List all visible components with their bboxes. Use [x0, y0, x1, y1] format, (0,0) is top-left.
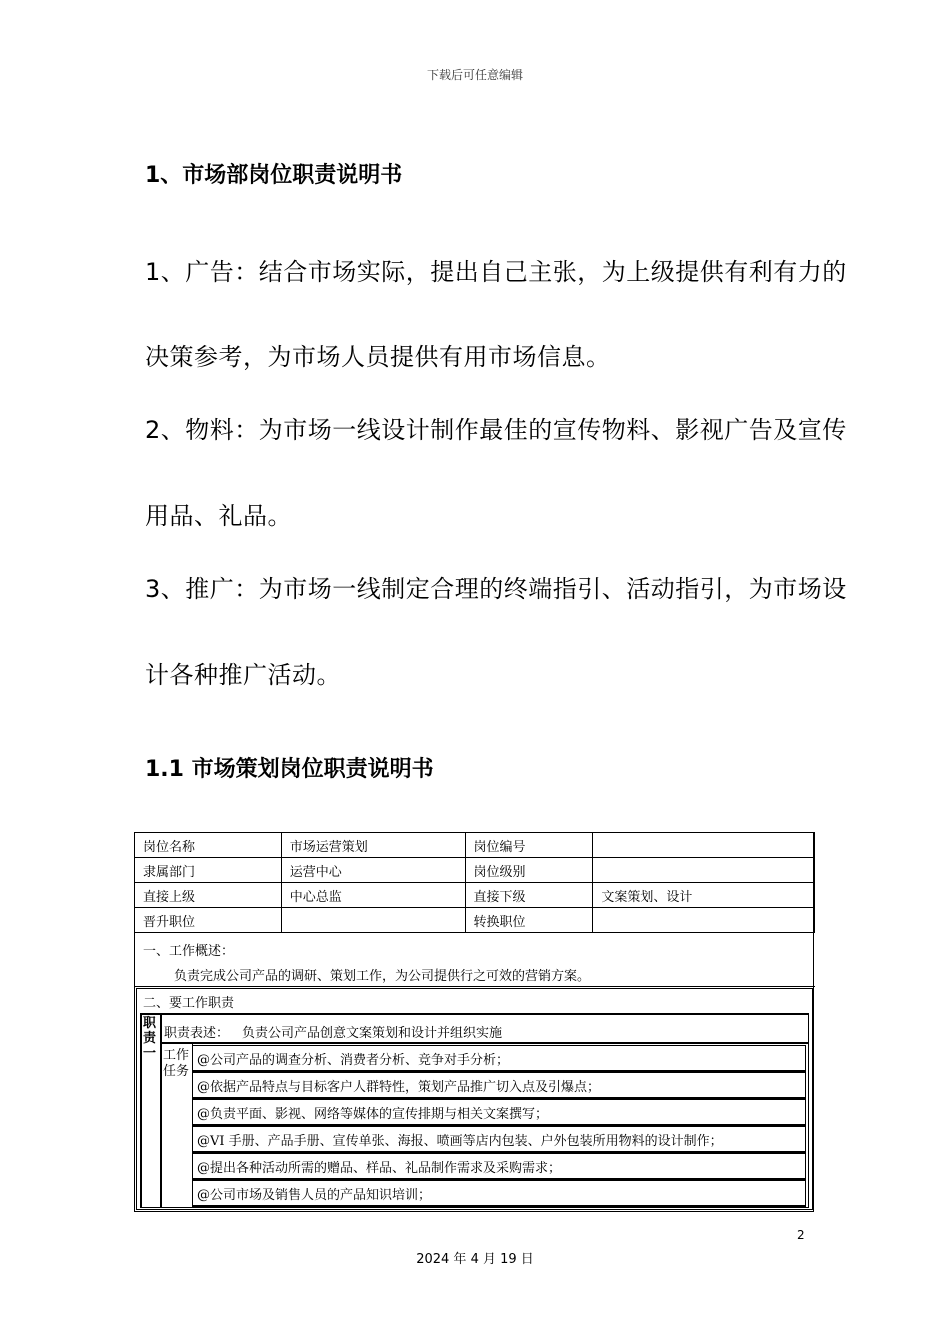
- paragraph-1-line-1: 1、广告：结合市场实际，提出自己主张，为上级提供有利有力的: [145, 258, 847, 286]
- duty-label: 职责一: [143, 1016, 157, 1061]
- section-heading: 1、市场部岗位职责说明书: [145, 163, 403, 188]
- job-info-table: [134, 832, 815, 933]
- table-row: [135, 833, 815, 858]
- table-cell: 直接上级: [135, 883, 282, 908]
- task-item: @依据产品特点与目标客户人群特性，策划产品推广切入点及引爆点；: [192, 1072, 806, 1099]
- divider: [134, 986, 815, 987]
- table-cell: 隶属部门: [135, 858, 282, 883]
- table-cell: [281, 908, 465, 933]
- paragraph-3-line-1: 3、推广：为市场一线制定合理的终端指引、活动指引，为市场设: [145, 575, 847, 603]
- table-cell: 中心总监: [281, 883, 465, 908]
- table-cell: 直接下级: [465, 883, 593, 908]
- duties-title: 二、要工作职责: [143, 996, 235, 1011]
- table-row: [135, 908, 815, 933]
- table-cell: 运营中心: [281, 858, 465, 883]
- footer-date: 2024 年 4 月 19 日: [416, 1252, 534, 1267]
- task-item: @负责平面、影视、网络等媒体的宣传排期与相关文案撰写；: [192, 1099, 806, 1126]
- paragraph-2-line-1: 2、物料：为市场一线设计制作最佳的宣传物料、影视广告及宣传: [145, 416, 847, 444]
- page-number: 2: [797, 1228, 805, 1242]
- duty-description-label: 职责表述：: [164, 1026, 230, 1041]
- task-item: @公司产品的调查分析、消费者分析、竞争对手分析；: [192, 1045, 806, 1072]
- overview-title: 一、工作概述：: [143, 944, 235, 959]
- paragraph-1-line-2: 决策参考，为市场人员提供有用市场信息。: [145, 343, 611, 371]
- overview-text: 负责完成公司产品的调研、策划工作，为公司提供行之可效的营销方案。: [174, 969, 591, 984]
- table-cell: [593, 908, 815, 933]
- subsection-heading: 1.1 市场策划岗位职责说明书: [145, 757, 434, 782]
- table-cell: 文案策划、设计: [593, 883, 815, 908]
- table-cell: 岗位编号: [465, 833, 593, 858]
- paragraph-2-line-2: 用品、礼品。: [145, 502, 292, 530]
- task-item: @公司市场及销售人员的产品知识培训；: [192, 1180, 806, 1207]
- duty-description: 负责公司产品创意文案策划和设计并组织实施: [242, 1026, 503, 1041]
- table-cell: [593, 833, 815, 858]
- table-cell: 市场运营策划: [281, 833, 465, 858]
- task-label: 工作任务: [163, 1048, 190, 1079]
- table-row: [135, 858, 815, 883]
- table-row: [135, 883, 815, 908]
- table-cell: 转换职位: [465, 908, 593, 933]
- table-cell: 岗位名称: [135, 833, 282, 858]
- task-item: @提出各种活动所需的赠品、样品、礼品制作需求及采购需求；: [192, 1153, 806, 1180]
- table-cell: 晋升职位: [135, 908, 282, 933]
- table-cell: [593, 858, 815, 883]
- table-cell: 岗位级别: [465, 858, 593, 883]
- paragraph-3-line-2: 计各种推广活动。: [145, 661, 341, 689]
- task-item: @VI 手册、产品手册、宣传单张、海报、喷画等店内包装、户外包装所用物料的设计制作；: [192, 1126, 806, 1153]
- page-header: 下载后可任意编辑: [426, 68, 523, 82]
